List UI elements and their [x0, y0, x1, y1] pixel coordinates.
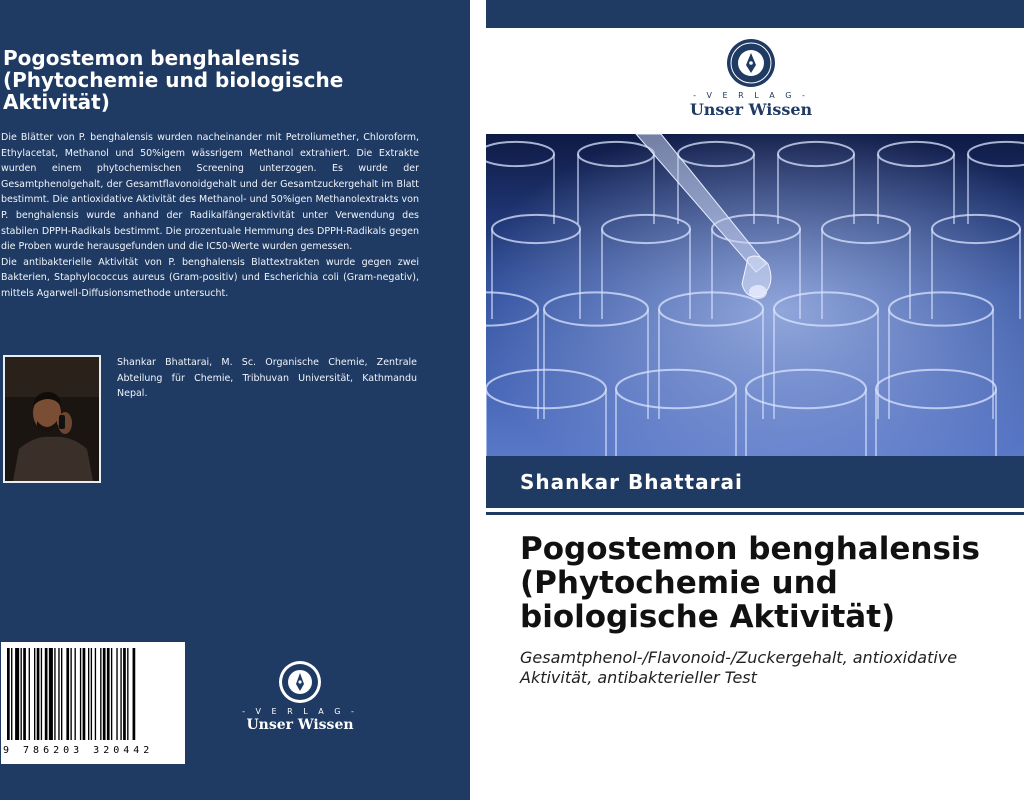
author-photo — [3, 355, 101, 483]
divider-rule — [486, 512, 1024, 515]
back-publisher-logo — [240, 660, 360, 733]
publisher-seal-icon — [726, 38, 776, 88]
back-cover — [0, 0, 470, 800]
publisher-verlag-label: - V E R L A G - — [693, 91, 809, 100]
isbn-number: 9 786203 320442 — [3, 745, 154, 756]
back-cover-title: Pogostemon benghalensis (Phytochemie und biologische Aktivität) — [3, 46, 344, 114]
description-paragraph-2: Die antibakterielle Aktivität von P. benghalensis Blattextrakten wurde gegen zwei Bakterien, Staphylococcus aureus (Gram-positiv) und Escherichia coli (Gram-negativ), mittels Agarwell-Diffusionsmethode untersucht. — [1, 256, 419, 299]
spine — [470, 0, 486, 800]
publisher-name: Unser Wissen — [689, 100, 813, 119]
front-cover-title: Pogostemon benghalensis (Phytochemie und biologische Aktivität) — [520, 531, 980, 635]
publisher-seal-icon — [278, 660, 322, 704]
publisher-verlag-label: - V E R L A G - — [242, 707, 358, 716]
test-tubes-pipette-icon — [486, 134, 1024, 456]
author-portrait-icon — [5, 357, 99, 481]
back-cover-description — [1, 130, 419, 302]
publisher-name: Unser Wissen — [246, 717, 354, 733]
front-cover — [486, 0, 1024, 800]
front-cover-subtitle: Gesamtphenol-/Flavonoid-/Zuckergehalt, antioxidative Aktivität, antibakterieller Test — [520, 648, 958, 687]
front-author-name: Shankar Bhattarai — [520, 470, 743, 494]
cover-photo-test-tubes — [486, 134, 1024, 456]
isbn-barcode — [1, 642, 185, 764]
barcode-bars-icon — [1, 642, 185, 744]
author-band — [486, 456, 1024, 508]
author-bio: Shankar Bhattarai, M. Sc. Organische Chemie, Zentrale Abteilung für Chemie, Tribhuvan Universität, Kathmandu Nepal. — [117, 357, 417, 400]
front-top-band — [486, 0, 1024, 28]
front-publisher-logo — [676, 38, 826, 119]
description-paragraph-1: Die Blätter von P. benghalensis wurden nacheinander mit Petroliumether, Chloroform, Ethylacetat, Methanol und 50%igem wässrigem Methanol extrahiert. Die Extrakte wurden einem phytochemischen Screening unterzogen. Es wurde der Gesamtphenolgehalt, der Gesamtflavonoidgehalt und der Gesamtzuckergehalt im Blatt bestimmt. Die antioxidative Aktivität des Methanol- und 50%igen Methanolextrakts von P. benghalensis wurde anhand der Radikalfängeraktivität unter Verwendung des stabilen DPPH-Radikals bestimmt. Die prozentuale Hemmung des DPPH-Radikals gegen die Proben wurde herausgefunden und die IC50-Werte wurden gemessen. — [1, 132, 419, 253]
